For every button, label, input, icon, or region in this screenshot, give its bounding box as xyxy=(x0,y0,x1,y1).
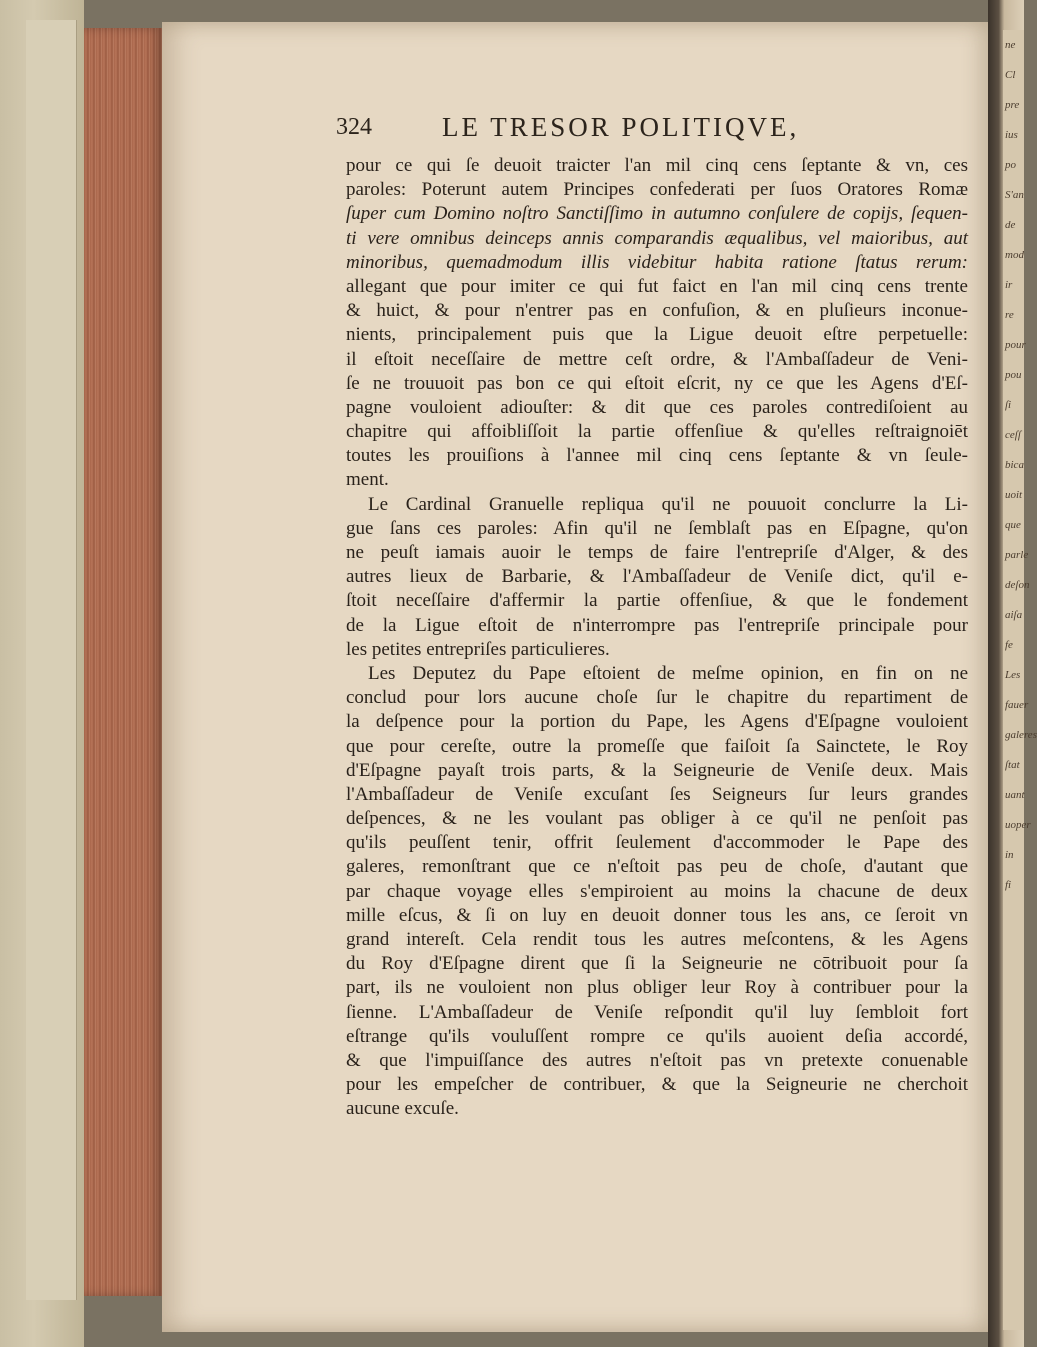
text-line: pagne vouloient adiouſter: & dit que ces paroles contrediſoient au xyxy=(346,396,968,418)
text-line: nients, principalement puis que la Ligue deuoit eſtre perpetuelle: xyxy=(346,324,968,346)
running-title: LE TRESOR POLITIQVE, xyxy=(442,112,800,142)
text-line: par chaque voyage elles s'empiroient au moins la chacune de deux xyxy=(346,880,968,902)
facing-page-fragment: in xyxy=(1005,849,1014,861)
text-line: ſuper cum Domino noſtro Sanctiſſimo in autumno conſulere de copijs, ſequen- xyxy=(346,203,968,225)
text-line: chapitre qui affoibliſſoit la partie offenſiue & qu'elles reſtraignoiēt xyxy=(346,421,968,443)
facing-page-fragment: fi xyxy=(1005,879,1012,891)
text-line: gue ſans ces paroles: Afin qu'il ne ſemblaſt pas en Eſpagne, qu'on xyxy=(346,517,968,539)
facing-page-fragment: que xyxy=(1005,519,1021,531)
facing-page-fragment: Cl xyxy=(1005,69,1016,81)
text-line: les petites entrepriſes particulieres. xyxy=(346,638,610,660)
facing-page-fragment: aiſa xyxy=(1005,609,1023,621)
cover-paper xyxy=(26,20,77,1300)
facing-page-fragment: ſi xyxy=(1005,399,1012,411)
text-line: qu'ils peuſſent tenir, offrit ſeulement d'accommoder le Pape des xyxy=(346,832,968,854)
page-edges xyxy=(84,28,162,1296)
text-line: autres lieux de Barbarie, & l'Ambaſſadeur de Veniſe dict, qu'il e- xyxy=(346,566,968,588)
text-line: allegant que pour imiter ce qui fut faict en l'an mil cinq cens trente xyxy=(346,275,968,297)
text-line: la deſpence pour la portion du Pape, les Agens d'Eſpagne vouloient xyxy=(346,711,968,733)
facing-page-fragment: uoper xyxy=(1005,819,1031,831)
text-line: ſe ne trouuoit pas bon ce qui eſtoit eſcrit, ny ce que les Agens d'Eſ- xyxy=(346,372,968,394)
text-line: galeres, remonſtrant que ce n'eſtoit pas peu de choſe, d'autant que xyxy=(346,856,968,878)
facing-page-fragment: Les xyxy=(1005,669,1021,681)
text-line: Le Cardinal Granuelle repliqua qu'il ne pouuoit conclurre la Li- xyxy=(368,493,968,515)
text-line: de la Ligue eſtoit de n'interrompre pas l'entrepriſe principale pour xyxy=(346,614,968,636)
text-line: que pour cereſte, outre la promeſſe que faiſoit ſa Sainctete, le Roy xyxy=(346,735,968,757)
facing-page-fragment: ceſſ xyxy=(1005,429,1021,441)
text-line: part, ils ne vouloient non plus obliger leur Roy à contribuer pour la xyxy=(346,977,968,999)
facing-page-fragment: galeres xyxy=(1005,729,1037,741)
text-line: ne peuſt iamais auoir le temps de faire l'entrepriſe d'Alger, & des xyxy=(346,542,968,563)
text-line: eſtrange qu'ils vouluſſent rompre ce qu'ils auoient deſia accordé, xyxy=(346,1025,968,1047)
text-line: toutes les prouiſions à l'annee mil cinq cens ſeptante & vn ſeule- xyxy=(346,445,968,467)
text-line: il eſtoit neceſſaire de mettre ceſt ordre, & l'Ambaſſadeur de Veni- xyxy=(346,348,968,370)
text-line: & huict, & pour n'entrer pas en confuſion, & en pluſieurs inconue- xyxy=(346,300,968,322)
facing-page-fragment: po xyxy=(1005,159,1016,171)
text-line: d'Eſpagne payaſt trois parts, & la Seigneurie de Veniſe deux. Mais xyxy=(346,759,968,781)
facing-page-fragment: uoit xyxy=(1005,489,1023,501)
facing-page-fragment: ſtat xyxy=(1005,759,1020,771)
facing-page-fragment: mod xyxy=(1005,249,1024,261)
facing-page-fragment: re xyxy=(1005,309,1014,321)
text-line: aucune excuſe. xyxy=(346,1098,459,1120)
text-line: conclud pour lors aucune choſe ſur le chapitre du repartiment de xyxy=(346,687,968,709)
text-line: ſienne. L'Ambaſſadeur de Veniſe reſpondit qu'il luy ſembloit fort xyxy=(346,1001,968,1023)
facing-page-fragment: uant xyxy=(1005,789,1025,801)
text-line: paroles: Poterunt autem Principes confederati per ſuos Oratores Romæ xyxy=(346,179,968,201)
facing-page-fragment: parle xyxy=(1005,549,1029,561)
text-line: & que l'impuiſſance des autres n'eſtoit pas vn pretexte conuenable xyxy=(346,1049,968,1071)
page-header xyxy=(336,112,936,146)
facing-page-fragment: fe xyxy=(1005,639,1013,651)
text-line: deſpences, & ne les voulant pas obliger à ce qu'il ne penſoit pas xyxy=(346,808,968,830)
facing-page-fragment: pre xyxy=(1005,99,1020,111)
text-line: mille eſcus, & ſi on luy en deuoit donner tous les ans, ce ſeroit vn xyxy=(346,904,968,926)
facing-page-fragment: S'an xyxy=(1005,189,1024,201)
text-line: ment. xyxy=(346,469,389,491)
text-line: Les Deputez du Pape eſtoient de meſme opinion, en fin on ne xyxy=(368,662,968,684)
facing-page-fragment: bica xyxy=(1005,459,1024,471)
facing-page-fragment: ius xyxy=(1005,129,1018,141)
body-text xyxy=(346,154,968,1122)
facing-page-fragment: pou xyxy=(1005,369,1022,381)
text-line: l'Ambaſſadeur de Veniſe excuſant ſes Seigneurs ſur leurs grandes xyxy=(346,783,968,805)
facing-page-fragment: deſon xyxy=(1005,579,1030,591)
facing-page-fragment: ir xyxy=(1005,279,1013,291)
facing-page-fragment: de xyxy=(1005,219,1016,231)
text-line: grand intereſt. Cela rendit tous les autres meſcontens, & les Agens xyxy=(346,929,968,950)
text-line: ti vere omnibus deinceps annis comparandis æqualibus, vel maioribus, aut xyxy=(346,227,968,249)
facing-page-fragment: ne xyxy=(1005,39,1016,51)
text-line: pour ce qui ſe deuoit traicter l'an mil cinq cens ſeptante & vn, ces xyxy=(346,155,968,176)
facing-page-fragment: pour xyxy=(1005,339,1026,351)
text-line: pour les empeſcher de contribuer, & que la Seigneurie ne cherchoit xyxy=(346,1074,968,1096)
page-number: 324 xyxy=(336,114,372,140)
text-line: minoribus, quemadmodum illis videbitur habita ratione ſtatus rerum: xyxy=(346,251,968,273)
facing-page-strip xyxy=(1003,30,1037,1330)
text-line: du Roy d'Eſpagne dirent que ſi la Seigneurie ne cōtribuoit pour ſa xyxy=(346,953,968,975)
text-line: ſtoit neceſſaire d'affermir la partie offenſiue, & que le fondement xyxy=(346,590,968,612)
facing-page-fragment: fauer xyxy=(1005,699,1029,711)
book-cover-board xyxy=(0,0,84,1347)
